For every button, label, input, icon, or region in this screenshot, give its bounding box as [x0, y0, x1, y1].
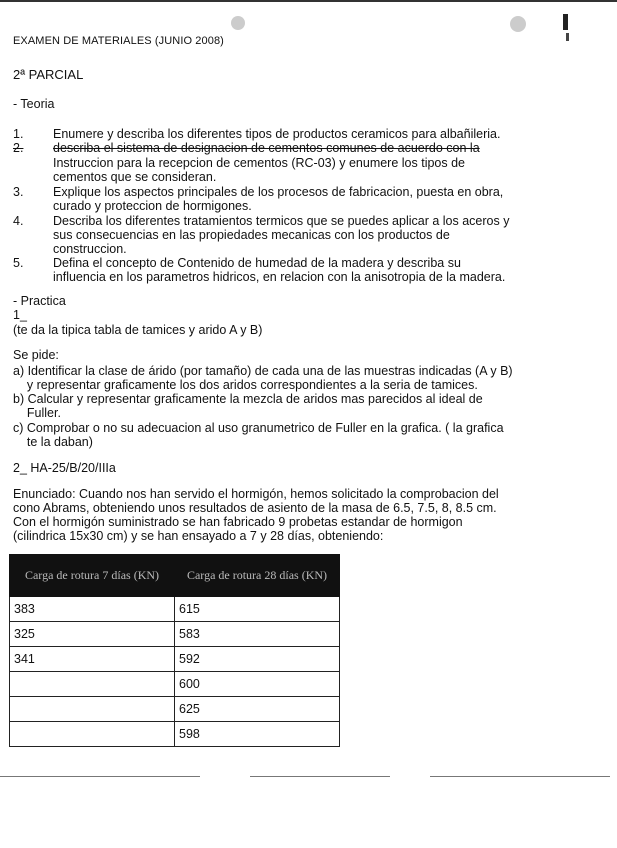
teoria-item-text: Instruccion para la recepcion de cementos (RC-03) y enumere los tipos de [53, 156, 466, 170]
teoria-item-text: cementos que se consideran. [53, 170, 217, 184]
task-line: Fuller. [13, 406, 61, 420]
teoria-item-text: Explique los aspectos principales de los procesos de fabricacion, puesta en obra, [53, 185, 504, 199]
table-row [10, 622, 340, 647]
scan-mark [231, 16, 245, 30]
enunciado-line: Con el hormigón suministrado se han fabricado 9 probetas estandar de hormigon [13, 515, 463, 529]
task-line: c) Comprobar o no su adecuacion al uso granumetrico de Fuller en la grafica. ( la grafica [13, 421, 504, 435]
enunciado-line: (cilindrica 15x30 cm) y se han ensayado a 7 y 28 días, obteniendo: [13, 529, 384, 543]
table-cell: 615 [175, 597, 340, 622]
scan-line [430, 776, 610, 777]
se-pide-label: Se pide: [13, 348, 59, 362]
exam-title: EXAMEN DE MATERIALES (JUNIO 2008) [13, 35, 224, 47]
teoria-item-text: Enumere y describa los diferentes tipos de productos ceramicos para albañileria. [53, 127, 501, 141]
table-cell: 383 [10, 597, 175, 622]
practica-1-number: 1_ [13, 308, 27, 322]
results-table [9, 554, 340, 747]
table-row [10, 672, 340, 697]
teoria-item-number: 4. [13, 214, 24, 228]
scan-line [0, 776, 200, 777]
table-cell [10, 722, 175, 747]
teoria-heading: - Teoria [13, 97, 55, 111]
table-row [10, 597, 340, 622]
table-header-row [10, 555, 340, 597]
task-line: b) Calcular y representar graficamente la mezcla de aridos mas parecidos al ideal de [13, 392, 483, 406]
teoria-item-text: Describa los diferentes tratamientos termicos que se puedes aplicar a los aceros y [53, 214, 510, 228]
teoria-item-number: 3. [13, 185, 24, 199]
teoria-item-number: 2. [13, 141, 24, 155]
task-line: te la daban) [13, 435, 93, 449]
teoria-item-number: 5. [13, 256, 24, 270]
column-header-28-days: Carga de rotura 28 días (KN) [175, 555, 340, 597]
teoria-item-text: describa el sistema de designacion de cementos comunes de acuerdo con la [53, 141, 480, 155]
practica-heading: - Practica [13, 294, 66, 308]
practica-1-note: (te da la tipica tabla de tamices y arido A y B) [13, 323, 263, 337]
table-row [10, 722, 340, 747]
table-cell: 325 [10, 622, 175, 647]
scan-mark [510, 16, 526, 32]
top-scan-edge [0, 0, 617, 2]
table-cell [10, 697, 175, 722]
table-cell: 625 [175, 697, 340, 722]
enunciado-line: cono Abrams, obteniendo unos resultados de asiento de la masa de 6.5, 7.5, 8, 8.5 cm. [13, 501, 497, 515]
practica-2-heading: 2_ HA-25/B/20/IIIa [13, 461, 116, 475]
task-line: y representar graficamente los dos aridos correspondientes a la seria de tamices. [13, 378, 478, 392]
scan-line [250, 776, 390, 777]
column-header-7-days: Carga de rotura 7 días (KN) [10, 555, 175, 597]
teoria-item-text: sus consecuencias en las propiedades mecanicas con los productos de [53, 228, 450, 242]
parcial-heading: 2ª PARCIAL [13, 67, 84, 82]
table-row [10, 647, 340, 672]
table-cell: 341 [10, 647, 175, 672]
table-cell: 592 [175, 647, 340, 672]
task-line: a) Identificar la clase de árido (por tamaño) de cada una de las muestras indicadas (A y B) [13, 364, 513, 378]
teoria-item-text: Defina el concepto de Contenido de humedad de la madera y describa su [53, 256, 461, 270]
scan-mark [566, 33, 569, 41]
table-row [10, 697, 340, 722]
teoria-item-text: influencia en los parametros hidricos, en relacion con la anisotropia de la madera. [53, 270, 506, 284]
teoria-item-text: curado y proteccion de hormigones. [53, 199, 252, 213]
teoria-item-text: construccion. [53, 242, 127, 256]
teoria-item-number: 1. [13, 127, 24, 141]
table-cell: 583 [175, 622, 340, 647]
table-cell: 600 [175, 672, 340, 697]
table-cell: 598 [175, 722, 340, 747]
table-cell [10, 672, 175, 697]
scan-mark [563, 14, 568, 30]
enunciado-line: Enunciado: Cuando nos han servido el hormigón, hemos solicitado la comprobacion del [13, 487, 499, 501]
